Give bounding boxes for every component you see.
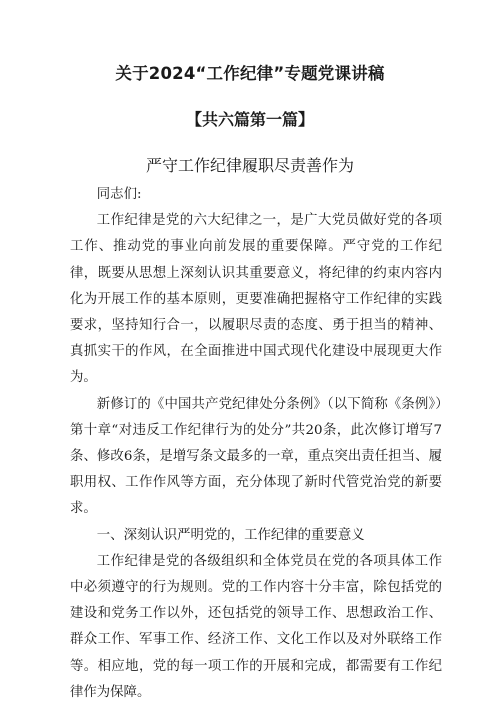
body-paragraph: 工作纪律是党的六大纪律之一，是广大党员做好党的各项工作、推动党的事业向前发展的重要保障。严守党的工作纪律，既要从思想上深刻认识其重要意义，将纪律的约束内容内化为开展工作的基本原则，更要准确把握格守工作纪律的实践要求，坚持知行合一，以履职尽责的态度、勇于担当的精神、真抓实干的作风，在全面推进中国式现代化建设中展现更大作为。 — [70, 213, 442, 386]
body-paragraph: 新修订的《中国共产党纪律处分条例》（以下简称《条例》）第十章“对违反工作纪律行为的处分”共20条，此次修订增写7条、修改6条，是增写条文最多的一章，重点突出责任担当、履职用权、工作作风等方面，充分体现了新时代管党治党的新要求。 — [70, 396, 442, 517]
document-body — [70, 182, 442, 706]
body-paragraph: 工作纪律是党的各级组织和全体党员在党的各项具体工作中必须遵守的行为规则。党的工作内容十分丰富，除包括党的建设和党务工作以外，还包括党的领导工作、思想政治工作、群众工作、军事工作、经济工作、文化工作以及对外联络工作等。相应地，党的每一项工作的开展和完成，都需要有工作纪律作为保障。 — [70, 553, 442, 700]
document-title: 关于2024“工作纪律”专题党课讲稿 — [115, 64, 385, 83]
speech-title: 严守工作纪律履职尽责善作为 — [145, 156, 354, 175]
section-heading: 一、深刻认识严明党的，工作纪律的重要意义 — [96, 527, 365, 543]
document-subtitle: 【共六篇第一篇】 — [185, 110, 314, 129]
salutation: 同志们: — [96, 187, 142, 202]
